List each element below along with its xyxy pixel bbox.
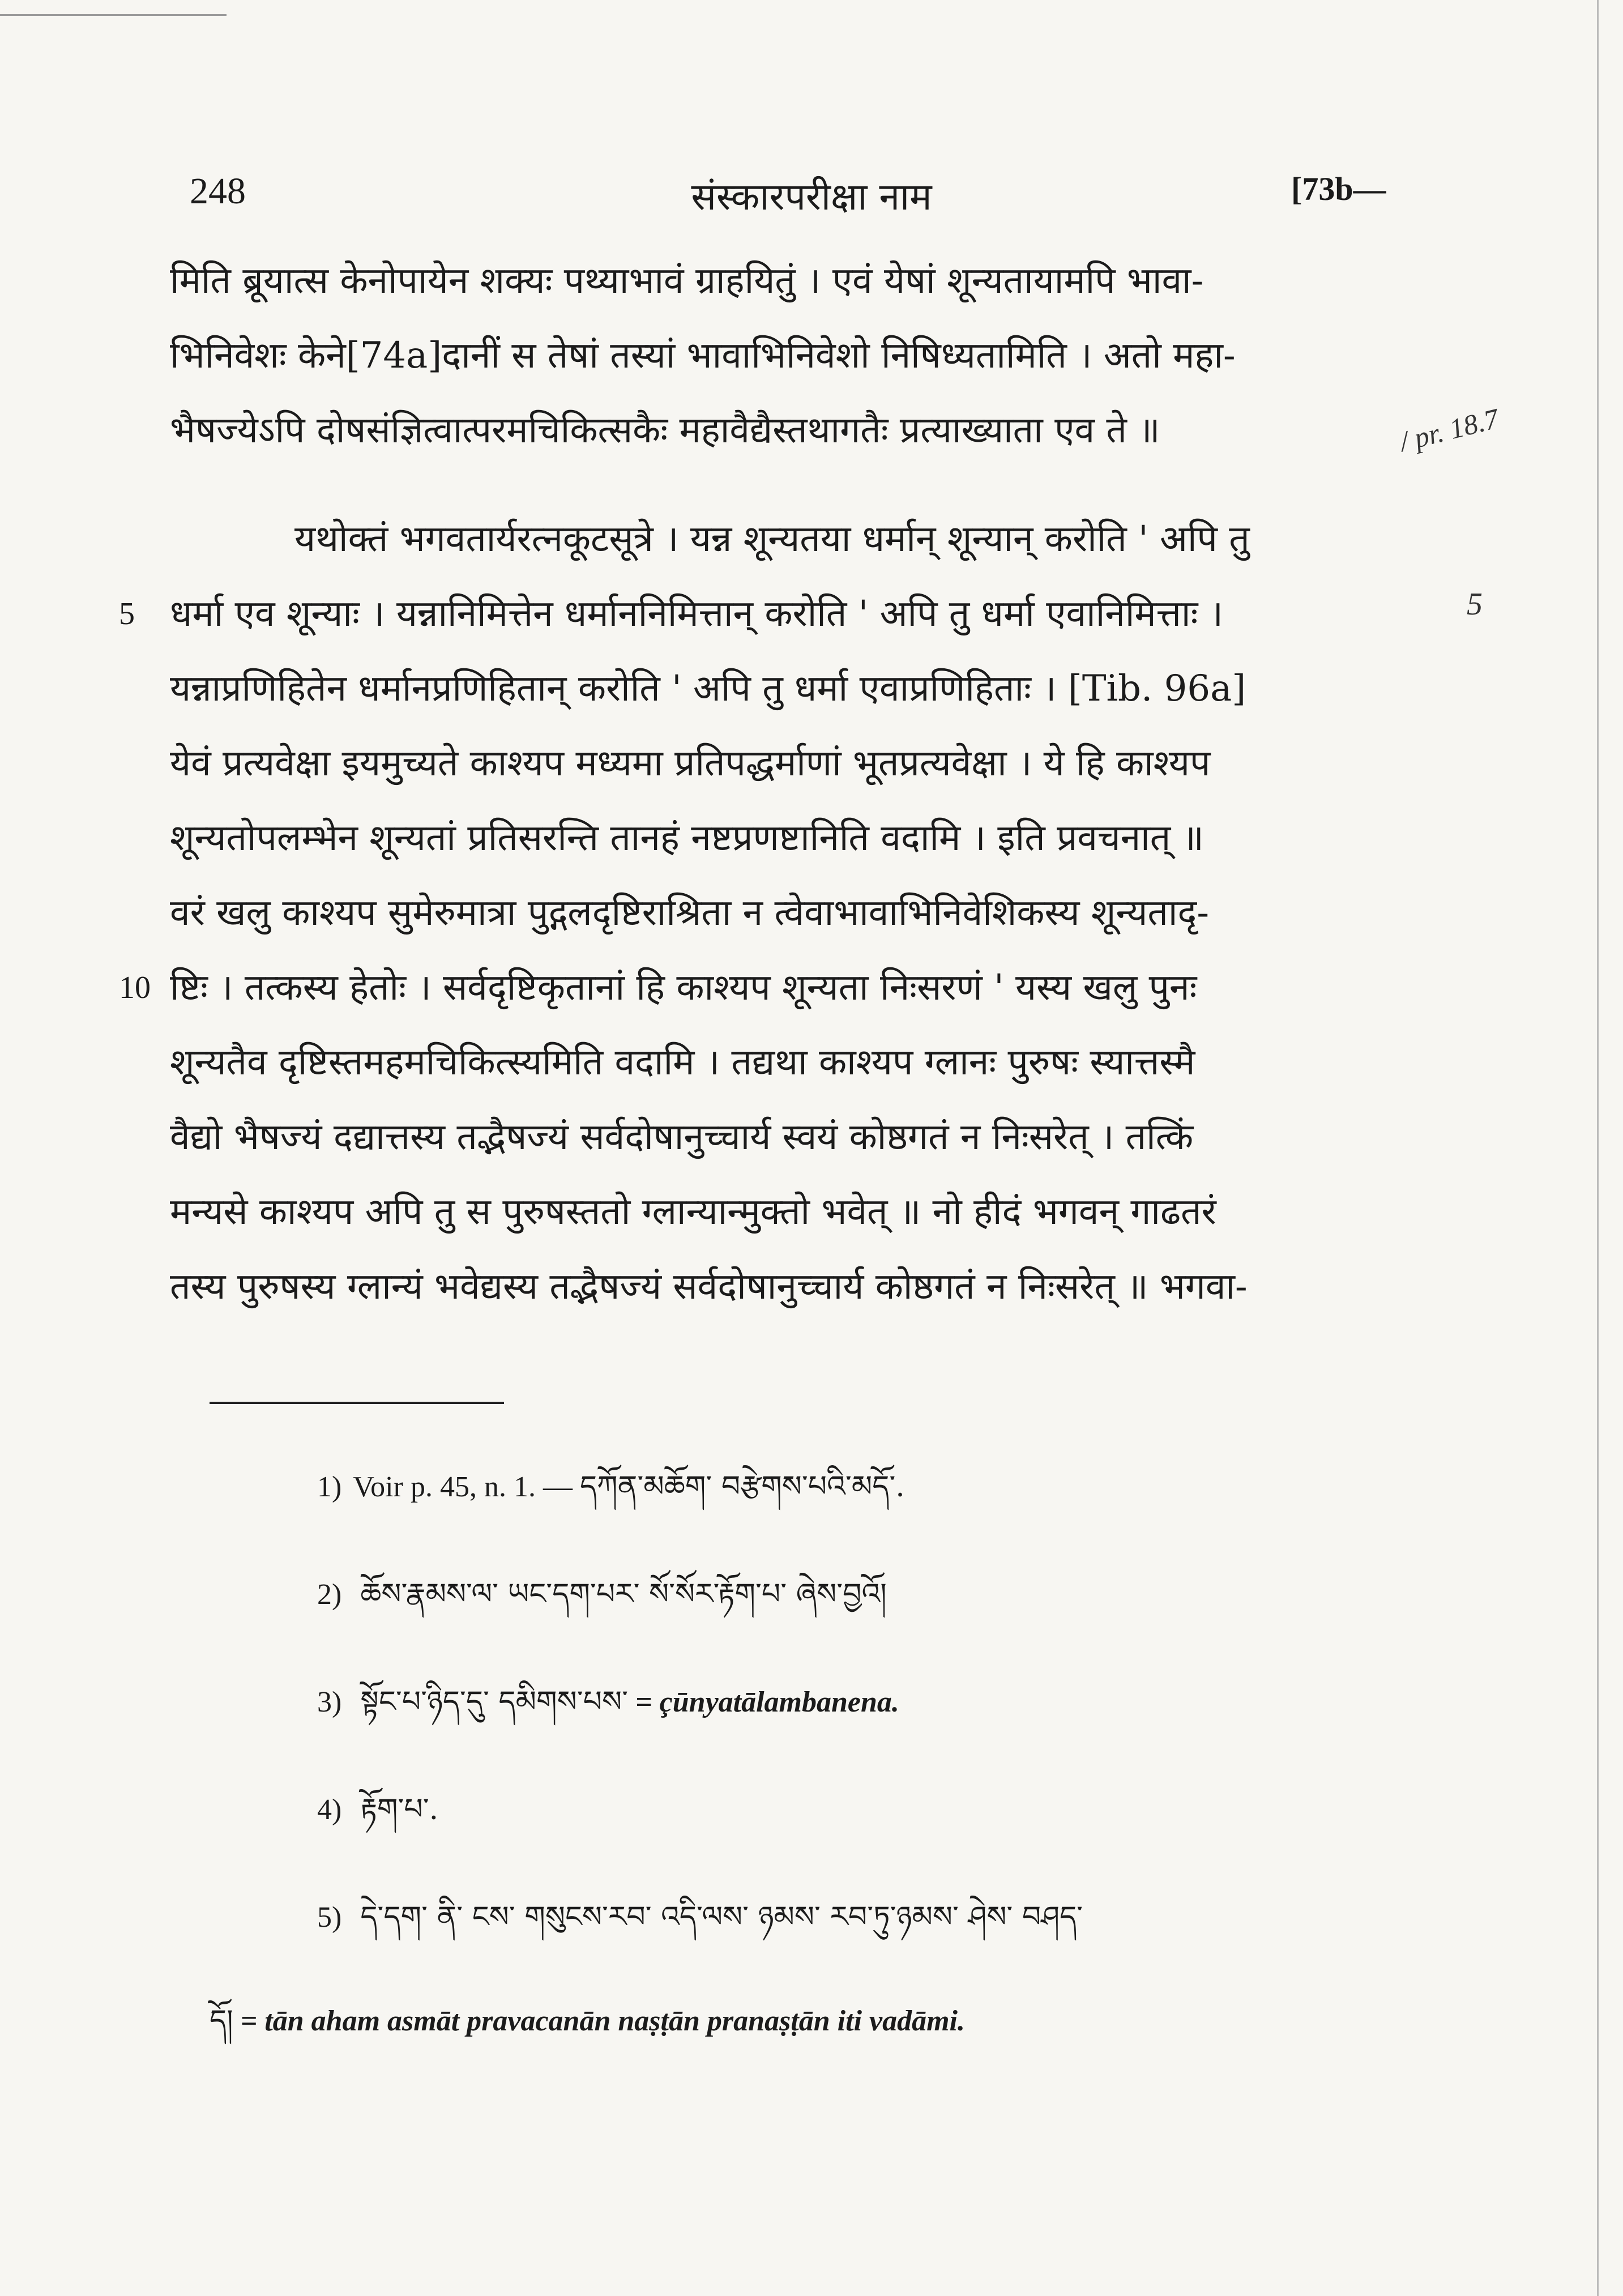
- footnote-prefix: Voir p. 45, n. 1. —: [353, 1471, 573, 1503]
- line-text: भिनिवेशः केने[74a]दानीं स तेषां तस्यां भावाभिनिवेशो निषिध्यतामिति । अतो महा-: [170, 335, 1236, 377]
- line-text: शून्यतैव दृष्टिस्तमहमचिकित्स्यमिति वदामि । तद्यथा काश्यप ग्लानः पुरुषः स्यात्तस्मै: [170, 1042, 1195, 1083]
- text-line: [170, 1100, 1404, 1175]
- footnote-continuation: [210, 1988, 965, 2071]
- running-title: संस्कारपरीक्षा नाम: [691, 175, 932, 219]
- text-line: [119, 577, 1404, 651]
- text-line: [170, 244, 1404, 318]
- footnote-gloss: = çūnyatālambanena.: [635, 1686, 899, 1718]
- footnote-tibetan: རྟོག་པ་.: [360, 1793, 439, 1826]
- footnote-tibetan: དེ་དག་ ནི་ ངས་ གསུངས་རབ་ འདི་ལས་ ཉམས་ རབ་ཏུ་ཉམས་ ཤེས་ བཤད་: [360, 1900, 1083, 1934]
- footnote-continuation-tibetan: དོ།: [210, 2005, 233, 2037]
- page-number: 248: [190, 170, 246, 212]
- line-text: येवं प्रत्यवेक्षा इयमुच्यते काश्यप मध्यमा प्रतिपद्धर्माणां भूतप्रत्यवेक्षा । ये हि काश्यप: [170, 742, 1211, 784]
- footnote-label: 3): [317, 1686, 342, 1718]
- text-line: [170, 651, 1404, 726]
- footnote-tibetan: དཀོན་མཆོག་ བརྩེགས་པའི་མདོ་.: [579, 1470, 905, 1504]
- folio-reference: [73b—: [1291, 170, 1386, 207]
- line-text: वरं खलु काश्यप सुमेरुमात्रा पुद्गलदृष्टिराश्रिता न त्वेवाभावाभिनिवेशिकस्य शून्यतादृ-: [170, 892, 1210, 934]
- text-line: [170, 318, 1404, 393]
- margin-line-marker: 5: [1467, 587, 1483, 622]
- footnote-label: 5): [317, 1901, 342, 1934]
- line-text: वैद्यो भैषज्यं दद्यात्तस्य तद्भैषज्यं सर्वदोषानुच्चार्य स्वयं कोष्ठगतं न निःसरेत् । तत्किं: [170, 1116, 1194, 1158]
- footnote-label: 2): [317, 1578, 342, 1611]
- text-line: [170, 393, 1404, 468]
- line-text: यन्नाप्रणिहितेन धर्मानप्रणिहितान् करोति ' अपि तु धर्मा एवाप्रणिहिताः । [Tib. 96a]: [170, 668, 1246, 710]
- text-line: [170, 1025, 1404, 1100]
- footnote-rule: [210, 1402, 504, 1404]
- text-line: [170, 1249, 1404, 1324]
- footnote-item: [317, 1756, 1478, 1863]
- footnote-label: 4): [317, 1794, 342, 1826]
- page-header: [0, 170, 1623, 238]
- line-text: ष्टिः । तत्कस्य हेतोः । सर्वदृष्टिकृतानां हि काश्यप शून्यता निःसरणं ' यस्य खलु पुनः: [170, 967, 1197, 1009]
- footnote-continuation-gloss: = tān aham asmāt pravacanān naṣṭān pranaṣṭān iti vadāmi.: [240, 2005, 965, 2037]
- line-number: 10: [119, 970, 151, 1005]
- footnote-label: 1): [317, 1471, 342, 1503]
- line-number: 5: [119, 596, 135, 631]
- text-line: [170, 726, 1404, 801]
- line-text: धर्मा एव शून्याः । यन्नानिमित्तेन धर्माननिमित्तान् करोति ' अपि तु धर्मा एवानिमित्ताः ।: [170, 593, 1223, 635]
- footnote-tibetan: ཆོས་རྣམས་ལ་ ཡང་དག་པར་ སོ་སོར་རྟོག་པ་ ཞེས་བྱའོ།: [360, 1577, 887, 1611]
- main-text: [119, 244, 1404, 1324]
- line-text: मन्यसे काश्यप अपि तु स पुरुषस्ततो ग्लान्यान्मुक्तो भवेत् ॥ नो हीदं भगवन् गाढतरं: [170, 1191, 1216, 1233]
- footnote-item: [317, 1540, 1478, 1648]
- line-text: यथोक्तं भगवतार्यरत्नकूटसूत्रे । यन्न शून्यतया धर्मान् शून्यान् करोति ' अपि तु: [294, 518, 1250, 560]
- footnote-item: [317, 1648, 1478, 1756]
- text-line: [170, 1175, 1404, 1249]
- line-text: मिति ब्रूयात्स केनोपायेन शक्यः पथ्याभावं ग्राहयितुं । एवं येषां शून्यतायामपि भावा-: [170, 260, 1204, 302]
- handwritten-margin-note: / pr. 18.7: [1396, 402, 1502, 458]
- text-line: [170, 801, 1404, 876]
- scan-edge: [1597, 0, 1599, 2296]
- text-line: [119, 950, 1404, 1025]
- footnote-tibetan: སྟོང་པ་ཉིད་དུ་ དམིགས་པས་: [360, 1685, 629, 1719]
- top-scan-rule: [0, 14, 227, 16]
- text-line: [170, 876, 1404, 950]
- line-text: तस्य पुरुषस्य ग्लान्यं भवेद्यस्य तद्भैषज्यं सर्वदोषानुच्चार्य कोष्ठगतं न निःसरेत् ॥ भगवा-: [170, 1266, 1248, 1308]
- line-text: शून्यतोपलम्भेन शून्यतां प्रतिसरन्ति तानहं नष्टप्रणष्टानिति वदामि । इति प्रवचनात् ॥: [170, 817, 1204, 859]
- text-line: [170, 502, 1404, 577]
- footnote-item: [317, 1433, 1478, 1540]
- line-text: भैषज्येऽपि दोषसंज्ञित्वात्परमचिकित्सकैः महावैद्यैस्तथागतैः प्रत्याख्याता एव ते ॥: [170, 409, 1160, 451]
- footnotes: [317, 1433, 1478, 1971]
- footnote-item: [317, 1863, 1478, 1971]
